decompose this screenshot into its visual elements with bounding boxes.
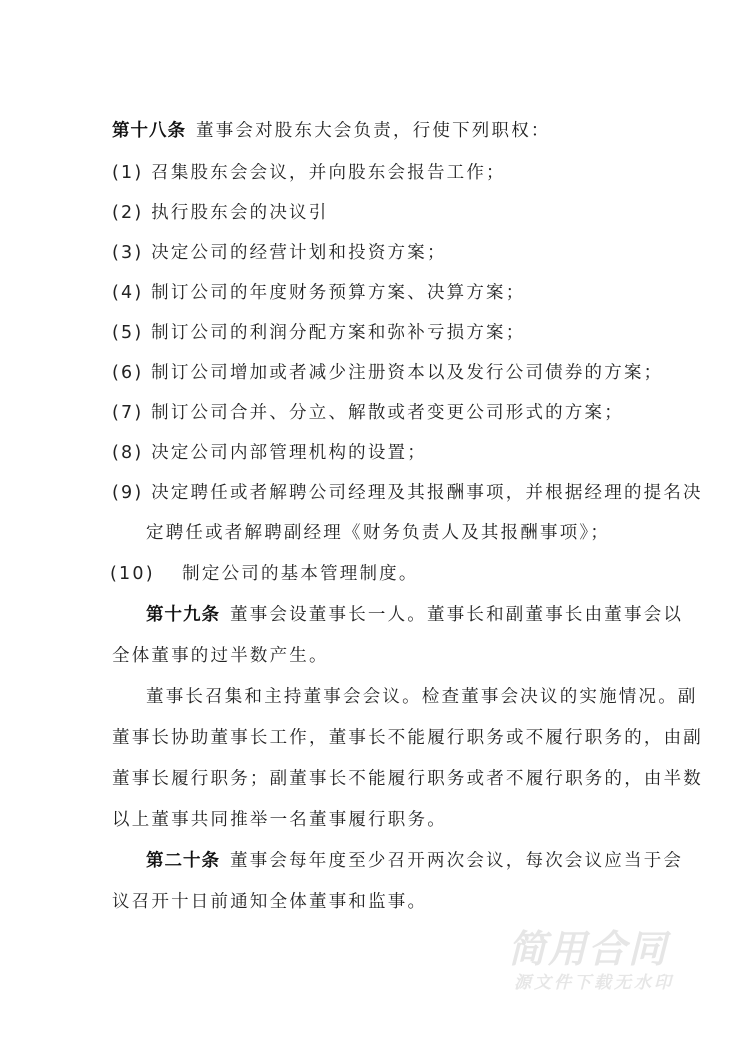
- article-text: 董事会设董事长一人。董事长和副董事长由董事会以: [230, 605, 684, 625]
- watermark-subtitle: 源文件下载无水印: [514, 973, 674, 993]
- article-text: 董事会每年度至少召开两次会议，每次会议应当于会: [230, 851, 684, 871]
- list-item: (10) 制定公司的基本管理制度。: [110, 564, 419, 584]
- article-text: 董事会对股东大会负责，行使下列职权：: [196, 121, 551, 141]
- paragraph-line: 议召开十日前通知全体董事和监事。: [112, 892, 428, 912]
- list-item: (2) 执行股东会的决议引: [112, 203, 329, 223]
- article-heading: 第二十条: [146, 851, 220, 871]
- list-item: (1) 召集股东会会议，并向股东会报告工作；: [112, 163, 506, 183]
- list-item: (3) 决定公司的经营计划和投资方案；: [112, 243, 447, 263]
- list-item: (4) 制订公司的年度财务预算方案、决算方案；: [112, 283, 526, 303]
- paragraph-line: 董事长协助董事长工作，董事长不能履行职务或不履行职务的，由副: [112, 728, 703, 748]
- list-item: (7) 制订公司合并、分立、解散或者变更公司形式的方案；: [112, 403, 624, 423]
- paragraph-line: 以上董事共同推举一名董事履行职务。: [112, 810, 447, 830]
- paragraph-line: 全体董事的过半数产生。: [112, 646, 329, 666]
- paragraph-line: 董事长召集和主持董事会会议。检查董事会决议的实施情况。副: [146, 687, 698, 707]
- watermark-title: 简用合同: [508, 927, 669, 971]
- article-heading: 第十九条: [146, 605, 220, 625]
- article-18-title: [112, 120, 551, 142]
- list-item: (8) 决定公司内部管理机构的设置；: [112, 443, 427, 463]
- list-item: (6) 制订公司增加或者减少注册资本以及发行公司债券的方案；: [112, 363, 664, 383]
- article-heading: 第十八条: [112, 121, 186, 141]
- article-19-title: [146, 604, 683, 626]
- list-item: (5) 制订公司的利润分配方案和弥补亏损方案；: [112, 323, 526, 343]
- list-item: (9) 决定聘任或者解聘公司经理及其报酬事项，并根据经理的提名决: [112, 483, 703, 503]
- article-20-title: [146, 850, 683, 872]
- list-item-continuation: 定聘任或者解聘副经理《财务负责人及其报酬事项》；: [146, 523, 611, 543]
- paragraph-line: 董事长履行职务；副董事长不能履行职务或者不履行职务的，由半数: [112, 769, 703, 789]
